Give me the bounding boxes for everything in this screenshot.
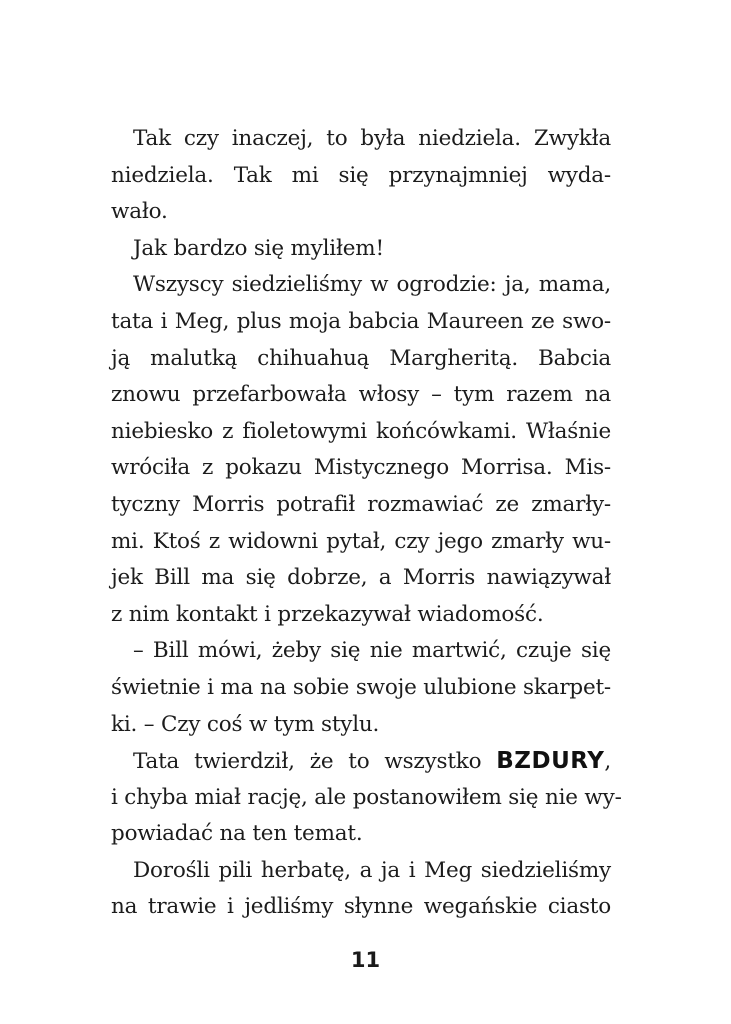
text-line: i chyba miał rację, ale postanowiłem się nie wy- — [111, 784, 622, 810]
text-line: powiadać na ten temat. — [111, 821, 363, 847]
text-line: świetnie i ma na sobie swoje ulubione skarpet- — [111, 674, 611, 700]
text-line: Tak czy inaczej, to była niedziela. Zwykła — [133, 126, 611, 151]
text-line: wało. — [111, 199, 168, 225]
text-line: z nim kontakt i przekazywał wiadomość. — [111, 601, 544, 627]
text-line: Jak bardzo się myliłem! — [133, 235, 384, 261]
text-line: niebiesko z fioletowymi końcówkami. Właśnie — [111, 418, 611, 444]
text-line: jek Bill ma się dobrze, a Morris nawiązywał — [111, 565, 611, 591]
text-line: znowu przefarbowała włosy – tym razem na — [111, 382, 611, 408]
text-line: ją malutką chihuahuą Margheritą. Babcia — [111, 345, 611, 371]
text-line: na trawie i jedliśmy słynne wegańskie ciasto — [111, 894, 611, 920]
text-line: Dorośli pili herbatę, a ja i Meg siedzieliśmy — [133, 857, 611, 883]
text-segment: , — [604, 749, 611, 775]
text-line: tyczny Morris potrafił rozmawiać ze zmarły- — [111, 491, 611, 517]
emphasized-word: BZDURY — [496, 748, 605, 775]
text-line: – Bill mówi, żeby się nie martwić, czuje się — [133, 638, 611, 664]
text-line: niedziela. Tak mi się przynajmniej wyda- — [111, 162, 611, 188]
page-number: 11 — [350, 948, 381, 972]
text-line: mi. Ktoś z widowni pytał, czy jego zmarły wu- — [111, 528, 611, 554]
text-line: wróciła z pokazu Mistycznego Morrisa. Mis- — [111, 455, 611, 481]
emphasis-text-line — [111, 743, 611, 780]
text-line: ki. – Czy coś w tym stylu. — [111, 711, 380, 737]
text-line: tata i Meg, plus moja babcia Maureen ze swo- — [111, 308, 611, 334]
text-line: Wszyscy siedzieliśmy w ogrodzie: ja, mama, — [133, 272, 611, 298]
text-segment: Tata twierdził, że to wszystko — [133, 749, 497, 775]
body-text — [111, 121, 622, 926]
